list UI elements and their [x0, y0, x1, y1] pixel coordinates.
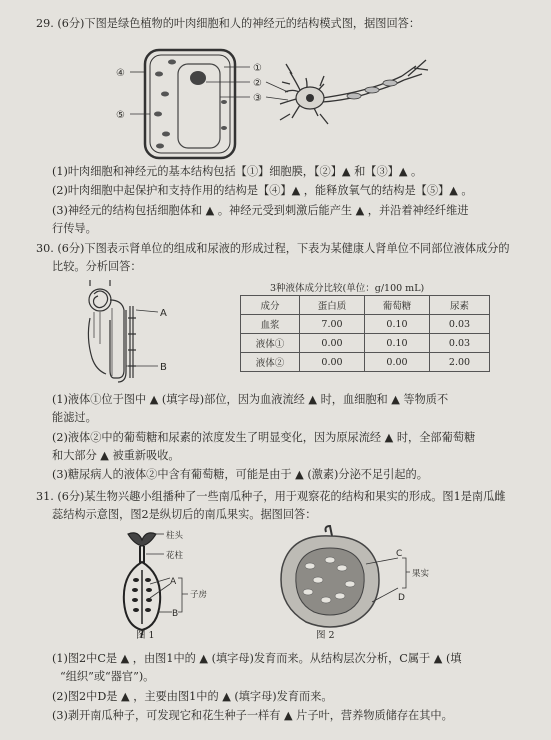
- th-component: 成分: [241, 296, 300, 315]
- q30-sub2b: 和大部分 ▲ 被重新吸收。: [52, 449, 180, 462]
- table-header-row: [241, 296, 490, 315]
- q29-sub3b: 行传导。: [52, 222, 97, 235]
- table-caption: 3种液体成分比较(单位：g/100 mL): [270, 283, 425, 294]
- label-style: 花柱: [166, 551, 184, 561]
- label-ovary: 子房: [190, 590, 208, 600]
- label-2: ②: [253, 78, 262, 89]
- nephron-figure: [70, 278, 180, 388]
- nephron-label-a: A: [160, 308, 167, 319]
- q29-figure: [110, 42, 440, 162]
- q31-sub3: (3)剥开南瓜种子，可发现它和花生种子一样有 ▲ 片子叶，营养物质储存在其中。: [52, 709, 453, 722]
- label-1: ①: [253, 63, 262, 74]
- label-d: D: [398, 593, 405, 603]
- table-row: [241, 315, 490, 334]
- q31-sub1b: “组织”或“器官”)。: [60, 670, 155, 683]
- q29-stem: 29. (6分)下图是绿色植物的叶肉细胞和人的神经元的结构模式图，据图回答：: [36, 17, 421, 30]
- table-row: [241, 353, 490, 372]
- label-a: A: [170, 577, 177, 587]
- table-row: [241, 334, 490, 353]
- q31-stem-b: 蕊结构示意图，图2是纵切后的南瓜果实。据图回答：: [52, 508, 317, 521]
- table-cell: 血浆: [241, 315, 300, 334]
- pistil-figure: [110, 526, 230, 644]
- table-cell: 0.00: [300, 353, 365, 372]
- q29-sub1: (1)叶肉细胞和神经元的基本结构包括【①】细胞膜，【②】▲ 和【③】▲ 。: [52, 165, 423, 178]
- q30-stem-a: 30. (6分)下图表示肾单位的组成和尿液的形成过程，下表为某健康人肾单位不同部位液体成分的: [36, 242, 510, 255]
- q30-sub3: (3)糖尿病人的液体②中含有葡萄糖，可能是由于 ▲ (激素)分泌不足引起的。: [52, 468, 428, 481]
- q30-sub1a: (1)液体①位于图中 ▲ (填字母)部位，因为血液流经 ▲ 时，血细胞和 ▲ 等物质不: [52, 393, 449, 406]
- neuron-nucleus: [306, 94, 314, 102]
- th-protein: 蛋白质: [300, 296, 365, 315]
- table-cell: 0.00: [365, 353, 430, 372]
- th-glucose: 葡萄糖: [365, 296, 430, 315]
- q29-sub3a: (3)神经元的结构包括细胞体和 ▲ 。神经元受到刺激后能产生 ▲ ，并沿着神经纤维进: [52, 204, 469, 217]
- label-3: ③: [253, 93, 262, 104]
- label-stigma: 柱头: [166, 531, 184, 541]
- table-cell: 0.03: [430, 315, 490, 334]
- q30-sub2a: (2)液体②中的葡萄糖和尿素的浓度发生了明显变化，因为原尿流经 ▲ 时，全部葡萄糖: [52, 431, 476, 444]
- th-urea: 尿素: [430, 296, 490, 315]
- fluid-table: [240, 295, 490, 372]
- q31-sub1a: (1)图2中C是 ▲ ，由图1中的 ▲ (填字母)发育而来。从结构层次分析，C属于 ▲ (填: [52, 652, 462, 665]
- table-cell: 液体②: [241, 353, 300, 372]
- q29-sub2: (2)叶肉细胞中起保护和支持作用的结构是【④】▲ ，能释放氧气的结构是【⑤】▲ 。: [52, 184, 473, 197]
- myelin-sheath: [347, 80, 397, 99]
- table-cell: 7.00: [300, 315, 365, 334]
- fig1-caption: 图 1: [136, 630, 155, 641]
- table-cell: 0.03: [430, 334, 490, 353]
- label-5: ⑤: [116, 110, 125, 121]
- chloroplasts: [154, 60, 227, 149]
- cell-wall-outline: [145, 50, 235, 158]
- q31-stem-a: 31. (6分)某生物兴趣小组播种了一些南瓜种子，用于观察花的结构和果实的形成。图1是南瓜雌: [36, 490, 506, 503]
- nephron-label-b: B: [160, 362, 167, 373]
- q30-stem-b: 比较。分析回答：: [52, 260, 142, 273]
- table-cell: 0.10: [365, 334, 430, 353]
- table-cell: 2.00: [430, 353, 490, 372]
- table-cell: 0.10: [365, 315, 430, 334]
- q31-sub2: (2)图2中D是 ▲ ，主要由图1中的 ▲ (填字母)发育而来。: [52, 690, 333, 703]
- label-b: B: [172, 609, 179, 619]
- cell-membrane-outline: [150, 55, 230, 153]
- pumpkin-figure: [270, 524, 430, 632]
- table-cell: 液体①: [241, 334, 300, 353]
- q30-sub1b: 能滤过。: [52, 411, 97, 424]
- label-fruit: 果实: [412, 569, 430, 579]
- label-c: C: [396, 549, 403, 559]
- label-4: ④: [116, 68, 125, 79]
- fig2-caption: 图 2: [316, 630, 335, 641]
- table-cell: 0.00: [300, 334, 365, 353]
- nucleus-dot: [190, 71, 206, 85]
